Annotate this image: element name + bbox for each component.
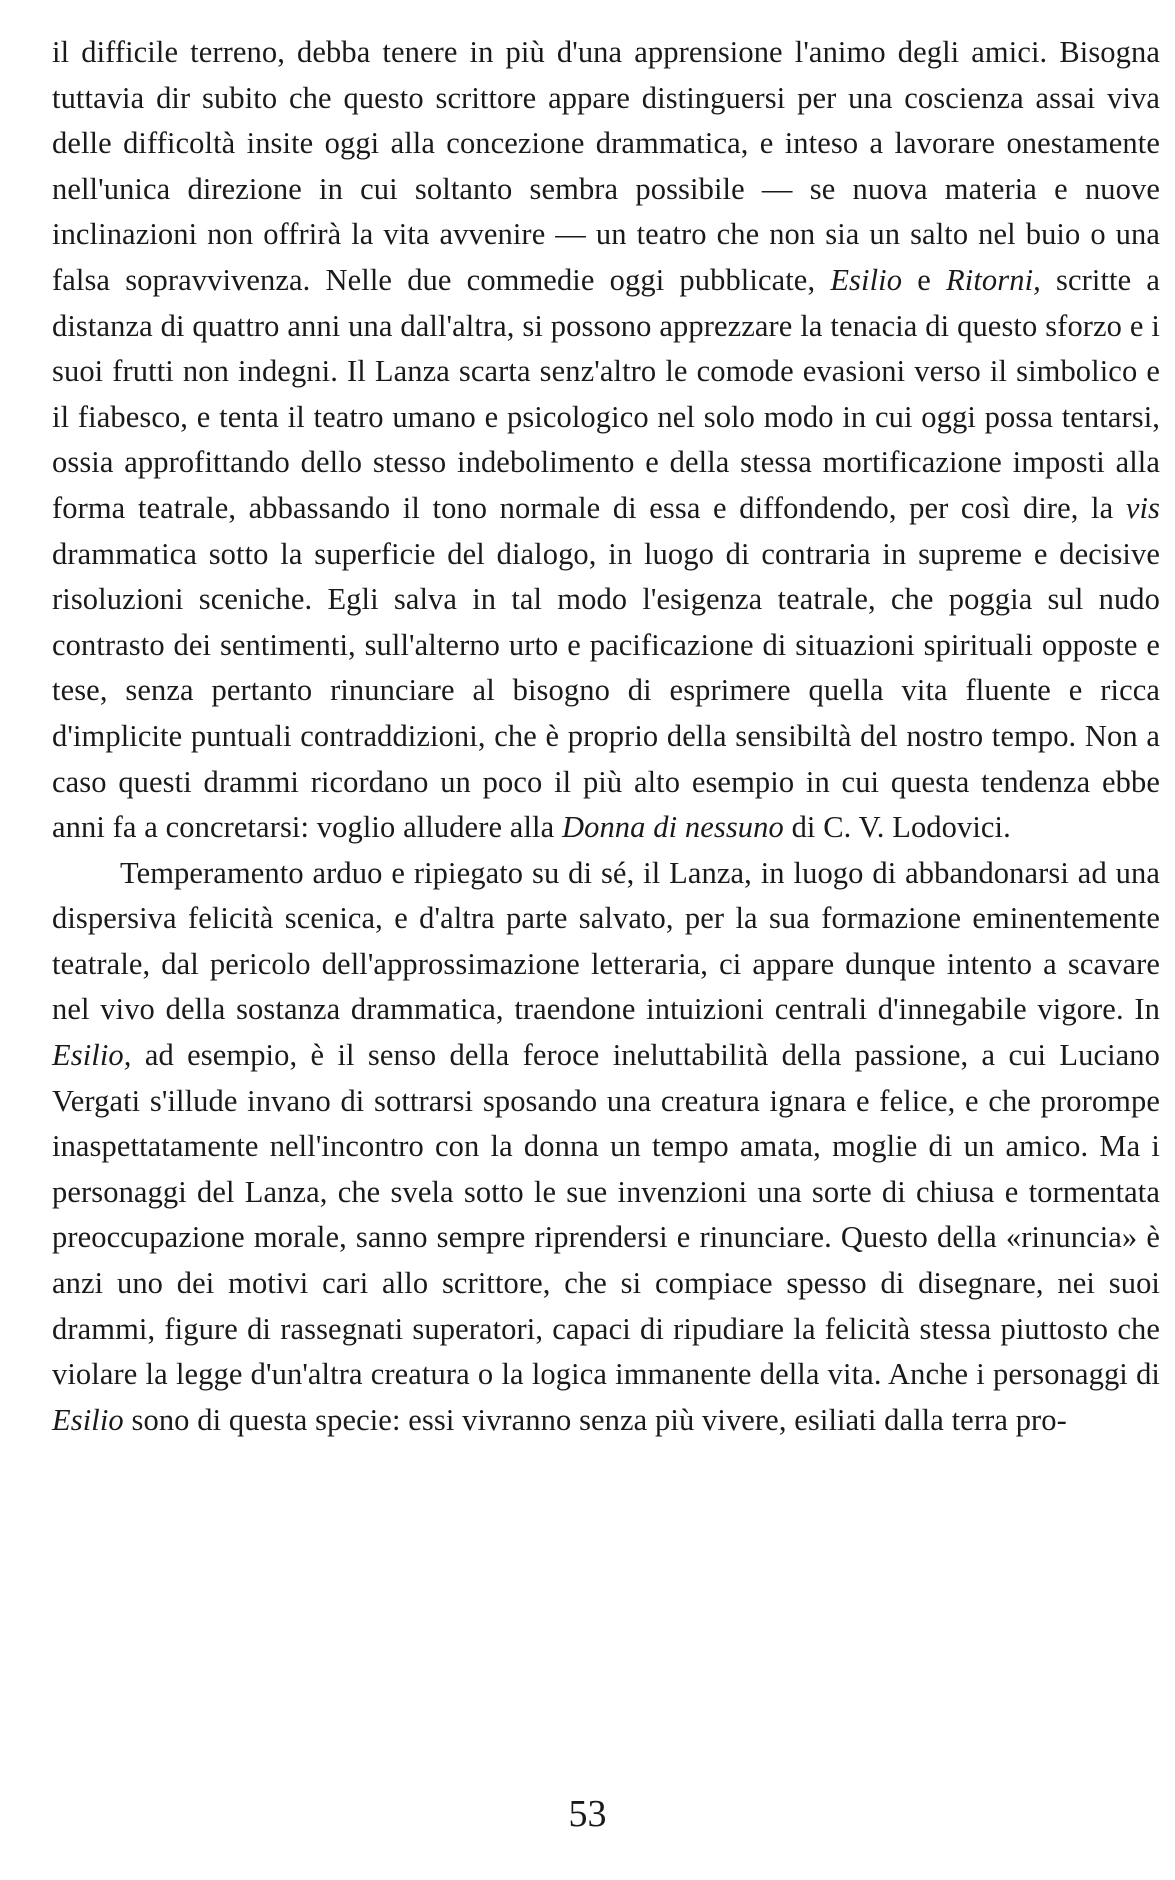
paragraph-2-text-a: Temperamento arduo e ripiegato su di sé, il Lanza, in luogo di abbandonarsi ad una dispersiva felicità scenica, e d'altra parte salvato, per la sua formazione eminentemente teatrale, dal pericolo dell'approssimazione letteraria, ci appare dunque intento a scavare nel vivo della sostanza drammatica, traendone intuizioni centrali d'innegabile vigore. In (52, 855, 1160, 1027)
paragraph-2-text-b: ad esempio, è il senso della feroce ineluttabilità della passione, a cui Luciano Vergati s'illude invano di sottrarsi sposando una creatura ignara e felice, e che prorompe inaspettatamente nell'incontro con la donna un tempo amata, moglie di un amico. Ma i personaggi del Lanza, che svela sotto le sue invenzioni una sorte di chiusa e tormentata preoccupazione morale, sanno sempre riprendersi e rinunciare. Questo della «rinuncia» è anzi uno dei motivi cari allo scrittore, che si compiace spesso di disegnare, nei suoi drammi, figure di rassegnati superatori, capaci di ripudiare la felicità stessa piuttosto che violare la legge d'un'altra creatura o la logica immanente della vita. Anche i personaggi di (52, 1038, 1160, 1392)
page-body (52, 30, 1160, 1443)
title-esilio-3: Esilio (52, 1402, 124, 1437)
paragraph-1-text-d: drammatica sotto la superficie del dialogo, in luogo di contraria in supreme e decisive risoluzioni sceniche. Egli salva in tal modo l'esigenza teatrale, che poggia sul nudo contrasto dei sentimenti, sull'alterno urto e pacificazione di situazioni spirituali opposte e tese, senza pertanto rinunciare al bisogno di esprimere quella vita fluente e ricca d'implicite puntuali contraddizioni, che è proprio della sensibiltà del nostro tempo. Non a caso questi drammi ricordano un poco il più alto esempio in cui questa tendenza ebbe anni fa a concretarsi: voglio alludere alla (52, 536, 1160, 845)
title-ritorni: Ritorni, (946, 262, 1041, 297)
paragraph-1 (52, 30, 1160, 851)
paragraph-1-text-c: scritte a distanza di quattro anni una dall'altra, si possono apprezzare la tenacia di questo sforzo e i suoi frutti non indegni. Il Lanza scarta senz'altro le comode evasioni verso il simbolico e il fiabesco, e tenta il teatro umano e psicologico nel solo modo in cui oggi possa tentarsi, ossia approfittando dello stesso indebolimento e della stessa mortificazione imposti alla forma teatrale, abbassando il tono normale di essa e diffondendo, per così dire, la (52, 262, 1161, 525)
title-esilio: Esilio (830, 262, 903, 297)
title-esilio-2: Esilio, (52, 1038, 132, 1073)
page-number: 53 (568, 1793, 607, 1835)
title-donna-di-nessuno: Donna di nessuno (561, 810, 784, 845)
term-vis: vis (1125, 490, 1160, 525)
paragraph-2 (52, 851, 1160, 1444)
paragraph-1-text-a: il difficile terreno, debba tenere in più d'una apprensione l'animo degli amici. Bisogna tuttavia dir subito che questo scrittore appare distinguersi per una coscienza assai viva delle difficoltà insite oggi alla concezione drammatica, e inteso a lavorare onestamente nell'unica direzione in cui soltanto sembra possibile — se nuova materia e nuove inclinazioni non offrirà la vita avvenire — un teatro che non sia un salto nel buio o una falsa sopravvivenza. Nelle due commedie oggi pubblicate, (52, 35, 1160, 297)
paragraph-1-text-b: e (902, 262, 947, 297)
paragraph-1-text-e: di C. V. Lodovici. (783, 810, 1011, 845)
paragraph-2-text-c: sono di questa specie: essi vivranno senza più vivere, esiliati dalla terra pro- (123, 1402, 1067, 1437)
